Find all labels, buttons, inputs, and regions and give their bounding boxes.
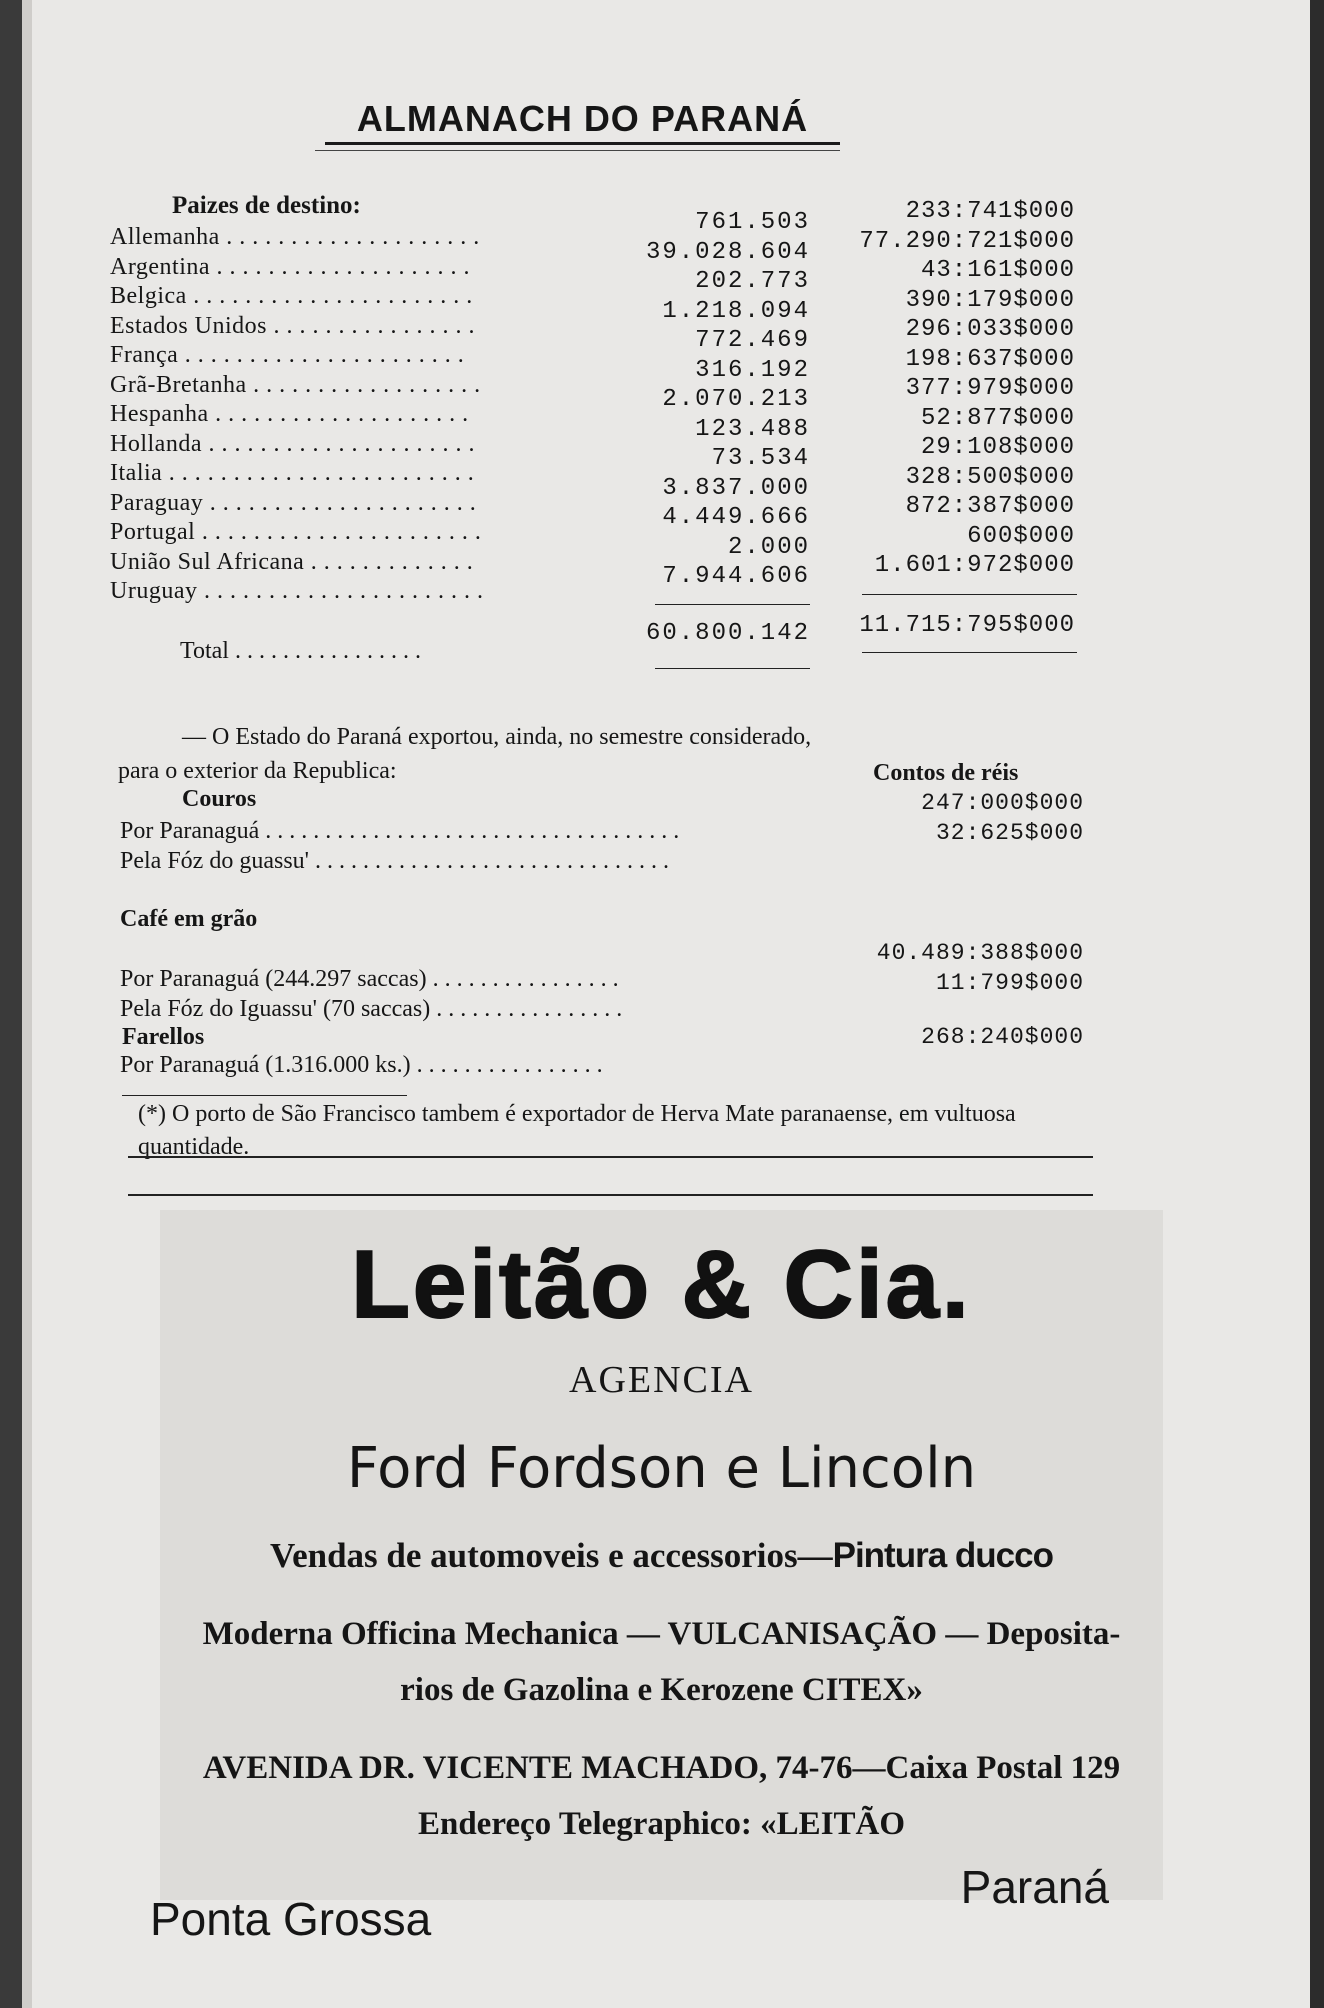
export-value: 247:000$000 (921, 790, 1084, 816)
value-cell: 600$000 (967, 522, 1075, 550)
quantity-cell: 7.944.606 (662, 563, 810, 590)
quantity-cell: 73.534 (711, 445, 810, 472)
country-row: Argentina . . . . . . . . . . . . . . . . . . . . (110, 253, 471, 280)
country-row: União Sul Africana . . . . . . . . . . . . . (110, 548, 474, 575)
quantity-cell: 4.449.666 (662, 504, 810, 531)
value-cell: 77.290:721$000 (859, 227, 1075, 255)
quantity-cell: 3.837.000 (662, 474, 810, 502)
cafe-heading: Café em grão (120, 906, 258, 932)
ad-company-name: Leitão & Cia. (351, 1231, 972, 1338)
value-cell: 377:979$000 (905, 375, 1075, 402)
quantity-cell: 123.488 (695, 415, 810, 443)
export-value: 40.489:388$000 (876, 940, 1084, 966)
value-total-rule (862, 652, 1077, 653)
farellos-heading: Farellos (122, 1024, 205, 1050)
country-row: Allemanha . . . . . . . . . . . . . . . . . . . . (110, 224, 480, 250)
country-row: Hollanda . . . . . . . . . . . . . . . . . . . . . (110, 430, 475, 457)
value-cell: 233:741$000 (905, 198, 1075, 225)
quantity-sum-rule (655, 604, 810, 605)
country-row: Uruguay . . . . . . . . . . . . . . . . . . . . . . (110, 578, 484, 604)
quantity-cell: 39.028.604 (645, 238, 810, 266)
ad-telegraph: Endereço Telegraphico: «LEITÃO (417, 1806, 906, 1842)
total-quantity: 60.800.142 (645, 620, 810, 647)
footnote: (*) O porto de São Francisco tambem é exportador de Herva Mate paranaense, em vultuosa quantidade. (138, 1101, 1016, 1160)
export-row: Por Paranaguá (1.316.000 ks.) . . . . . . . . . . . . . . . . (120, 1052, 603, 1078)
value-cell: 1.601:972$000 (874, 552, 1075, 579)
total-label: Total . . . . . . . . . . . . . . . . (180, 638, 421, 664)
country-row: Belgica . . . . . . . . . . . . . . . . . . . . . . (110, 283, 473, 309)
page-binding-edge (0, 0, 22, 2008)
page-header: ALMANACH DO PARANÁ (325, 98, 840, 145)
country-row: Paraguay . . . . . . . . . . . . . . . . . . . . . (110, 489, 477, 516)
country-column (110, 224, 590, 608)
value-cell: 328:500$000 (905, 463, 1075, 491)
quantity-cell: 2.000 (727, 533, 810, 561)
export-row: Pela Fóz do Iguassu' (70 saccas) . . . . . . . . . . . . . . . . (120, 996, 623, 1022)
ad-city: Ponta Grossa (150, 1893, 432, 1945)
advertisement (160, 1210, 1163, 1900)
exterior-intro-line1: — O Estado do Paraná exportou, ainda, no semestre considerado, (182, 724, 812, 750)
export-value: 268:240$000 (921, 1024, 1084, 1050)
value-cell: 52:877$000 (920, 404, 1075, 432)
ad-state: Paraná (960, 1861, 1109, 1913)
value-cell: 390:179$000 (905, 286, 1075, 314)
total-value: 11.715:795$000 (859, 612, 1075, 639)
export-value: 11:799$000 (935, 970, 1084, 996)
value-cell: 43:161$000 (920, 257, 1075, 284)
value-cell: 296:033$000 (905, 316, 1075, 343)
value-sum-rule (862, 594, 1077, 595)
export-row: Pela Fóz do guassu' . . . . . . . . . . . . . . . . . . . . . . . . . . . . . . (120, 848, 669, 874)
exterior-intro-line2: para o exterior da Republica: (118, 758, 397, 784)
page-right-edge (1310, 0, 1324, 2008)
ad-sales-line (160, 1536, 1163, 1576)
ad-agency: AGENCIA (569, 1359, 754, 1401)
country-row: Grã-Bretanha . . . . . . . . . . . . . . . . . . (110, 371, 481, 398)
ad-sales-highlight: Pintura ducco (832, 1536, 1053, 1575)
country-row: França . . . . . . . . . . . . . . . . . . . . . . (110, 342, 465, 368)
section-divider (128, 1156, 1093, 1158)
couros-heading: Couros (182, 786, 257, 812)
export-row: Por Paranaguá (244.297 saccas) . . . . . . . . . . . . . . . . (120, 966, 619, 992)
ad-address: AVENIDA DR. VICENTE MACHADO, 74-76—Caixa Postal 129 (202, 1750, 1121, 1786)
value-column (830, 198, 1075, 582)
ad-brands: Ford Fordson e Lincoln (346, 1436, 977, 1501)
quantity-cell: 202.773 (695, 268, 810, 295)
ad-workshop-line1: Moderna Officina Mechanica — VULCANISAÇÃO — Deposita- (202, 1616, 1121, 1652)
ad-sales-text: Vendas de automoveis e accessorios— (270, 1536, 833, 1575)
table-heading: Paizes de destino: (172, 192, 361, 219)
quantity-column (620, 209, 810, 593)
quantity-cell: 2.070.213 (662, 386, 810, 413)
section-divider (128, 1194, 1093, 1196)
contos-header: Contos de réis (873, 760, 1019, 786)
country-row: Estados Unidos . . . . . . . . . . . . . . . . (110, 312, 475, 339)
header-underline (315, 150, 840, 151)
value-cell: 198:637$000 (905, 345, 1075, 373)
ad-workshop-line2: rios de Gazolina e Kerozene CITEX» (400, 1672, 923, 1708)
page-margin-shadow (22, 0, 32, 2008)
country-row: Hespanha . . . . . . . . . . . . . . . . . . . . (110, 401, 469, 427)
value-cell: 29:108$000 (920, 434, 1075, 461)
quantity-cell: 316.192 (695, 356, 810, 384)
quantity-total-rule (655, 668, 810, 669)
quantity-cell: 772.469 (695, 327, 810, 354)
value-cell: 872:387$000 (905, 493, 1075, 520)
quantity-cell: 1.218.094 (662, 297, 810, 325)
country-row: Italia . . . . . . . . . . . . . . . . . . . . . . . . (110, 460, 475, 486)
footnote-rule (122, 1095, 407, 1096)
country-row: Portugal . . . . . . . . . . . . . . . . . . . . . . (110, 519, 482, 545)
export-row: Por Paranaguá . . . . . . . . . . . . . . . . . . . . . . . . . . . . . . . . . . . (120, 818, 680, 844)
quantity-cell: 761.503 (695, 209, 810, 236)
export-value: 32:625$000 (935, 820, 1084, 846)
